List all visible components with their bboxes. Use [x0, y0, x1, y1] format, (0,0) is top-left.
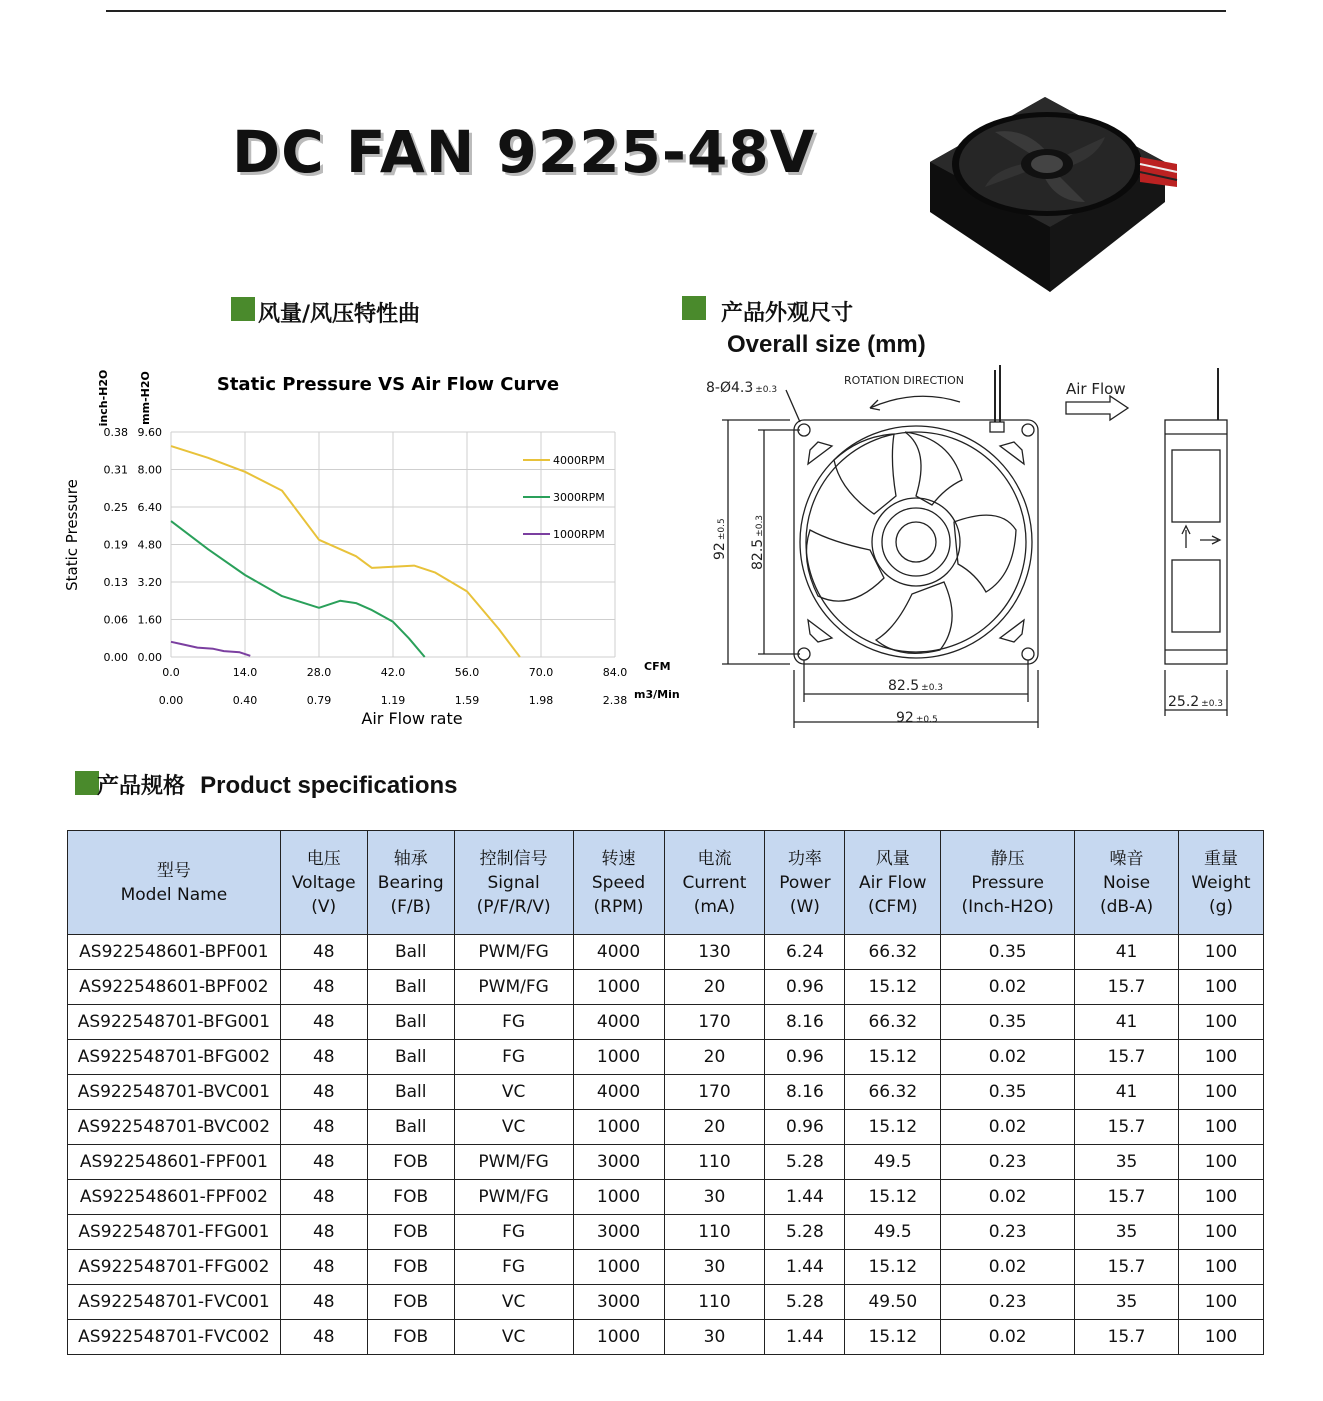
- table-cell: AS922548601-FPF001: [68, 1145, 281, 1180]
- table-cell: 100: [1178, 1320, 1263, 1355]
- table-cell: 8.16: [765, 1075, 845, 1110]
- table-cell: AS922548601-FPF002: [68, 1180, 281, 1215]
- table-cell: 48: [280, 1145, 367, 1180]
- series-line-3000rpm: [171, 521, 425, 657]
- y-tick-mm: 8.00: [137, 463, 162, 477]
- table-cell: 48: [280, 1215, 367, 1250]
- column-header-en: Power: [779, 872, 831, 893]
- section-marker: [231, 297, 255, 321]
- table-cell: 100: [1178, 1145, 1263, 1180]
- column-header: [1075, 831, 1179, 935]
- top-rule: [106, 10, 1226, 12]
- holes-label: 8-Ø4.3 ±0.3: [706, 380, 778, 396]
- table-cell: Ball: [367, 1040, 454, 1075]
- table-cell: AS922548601-BPF002: [68, 970, 281, 1005]
- column-header-cn: 转速: [601, 848, 636, 869]
- column-header: [280, 831, 367, 935]
- table-cell: 35: [1075, 1285, 1179, 1320]
- y-tick-inch: 0.38: [103, 426, 128, 439]
- table-cell: 100: [1178, 935, 1263, 970]
- column-header-unit: (W): [789, 896, 820, 917]
- column-header-en: Voltage: [291, 872, 356, 893]
- rotation-direction-label: ROTATION DIRECTION: [844, 374, 965, 387]
- table-cell: 1.44: [765, 1250, 845, 1285]
- column-header-unit: (CFM): [868, 896, 918, 917]
- table-cell: 35: [1075, 1215, 1179, 1250]
- height-outer-label: 92±0.5: [712, 518, 728, 560]
- spec-section-label: 产品规格: [97, 774, 186, 799]
- column-header: [941, 831, 1075, 935]
- table-cell: 100: [1178, 1180, 1263, 1215]
- table-cell: 41: [1075, 935, 1179, 970]
- column-header-cn: 静压: [990, 848, 1025, 869]
- table-cell: Ball: [367, 1110, 454, 1145]
- table-cell: 15.12: [845, 1040, 941, 1075]
- column-header: [1178, 831, 1263, 935]
- y-tick-mm: 9.60: [137, 426, 162, 439]
- table-cell: PWM/FG: [454, 970, 573, 1005]
- column-header-cn: 电流: [697, 848, 732, 869]
- table-cell: 0.02: [941, 1320, 1075, 1355]
- table-cell: FOB: [367, 1145, 454, 1180]
- table-row: [68, 1250, 1264, 1285]
- table-cell: 100: [1178, 970, 1263, 1005]
- width-inner-label: 82.5 ±0.3: [888, 678, 944, 694]
- x-tick-cfm: 0.0: [162, 666, 180, 679]
- table-cell: AS922548701-FVC001: [68, 1285, 281, 1320]
- column-header-unit: (RPM): [593, 896, 644, 917]
- table-cell: VC: [454, 1110, 573, 1145]
- dim-section-label: 产品外观尺寸: [721, 301, 854, 326]
- table-cell: 48: [280, 970, 367, 1005]
- depth-label: 25.2 ±0.3: [1168, 694, 1224, 710]
- table-cell: FOB: [367, 1285, 454, 1320]
- table-header-row: [68, 831, 1264, 935]
- table-cell: AS922548701-FFG001: [68, 1215, 281, 1250]
- table-row: [68, 970, 1264, 1005]
- height-inner-label: 82.5±0.3: [750, 514, 766, 570]
- y-tick-mm: 0.00: [137, 651, 162, 664]
- column-header-cn: 重量: [1203, 848, 1238, 869]
- y-tick-inch: 0.06: [103, 613, 128, 627]
- table-row: [68, 1110, 1264, 1145]
- x-axis-label: Air Flow rate: [361, 709, 463, 728]
- table-cell: PWM/FG: [454, 1180, 573, 1215]
- column-header-cn: 噪音: [1109, 848, 1144, 869]
- table-cell: 130: [664, 935, 765, 970]
- table-cell: Ball: [367, 1075, 454, 1110]
- table-cell: 1.44: [765, 1180, 845, 1215]
- table-cell: 15.12: [845, 1320, 941, 1355]
- y-axis-label: Static Pressure: [63, 479, 81, 591]
- legend-label: 3000RPM: [553, 491, 605, 504]
- table-cell: 20: [664, 970, 765, 1005]
- table-cell: 15.12: [845, 970, 941, 1005]
- x-tick-cfm: 28.0: [306, 666, 332, 679]
- table-cell: AS922548601-BPF001: [68, 935, 281, 970]
- air-flow-label: Air Flow: [1066, 380, 1126, 398]
- table-cell: 30: [664, 1250, 765, 1285]
- table-cell: 3000: [573, 1285, 664, 1320]
- table-cell: 0.02: [941, 970, 1075, 1005]
- table-cell: 170: [664, 1005, 765, 1040]
- width-outer-label: 92 ±0.5: [896, 710, 938, 726]
- table-row: [68, 1075, 1264, 1110]
- x-tick-m3: 1.19: [380, 694, 406, 707]
- column-header-cn: 轴承: [393, 848, 428, 869]
- series-line-4000rpm: [171, 446, 520, 657]
- table-cell: 15.12: [845, 1250, 941, 1285]
- table-body: [68, 935, 1264, 1355]
- spec-section-heading: [97, 769, 458, 800]
- y-tick-inch: 0.25: [103, 501, 128, 514]
- table-cell: FOB: [367, 1215, 454, 1250]
- table-cell: AS922548701-BVC001: [68, 1075, 281, 1110]
- table-cell: PWM/FG: [454, 1145, 573, 1180]
- table-cell: 66.32: [845, 1075, 941, 1110]
- table-cell: 100: [1178, 1250, 1263, 1285]
- table-cell: 48: [280, 935, 367, 970]
- table-cell: 0.96: [765, 970, 845, 1005]
- table-cell: 20: [664, 1110, 765, 1145]
- column-header-en: Air Flow: [859, 872, 927, 893]
- table-cell: 20: [664, 1040, 765, 1075]
- column-header: [68, 831, 281, 935]
- dimension-drawing: [700, 360, 1240, 740]
- table-cell: 15.7: [1075, 970, 1179, 1005]
- column-header-unit: (dB-A): [1099, 896, 1154, 917]
- y-tick-inch: 0.31: [103, 463, 128, 477]
- column-header-en: Current: [682, 872, 747, 893]
- table-cell: 41: [1075, 1075, 1179, 1110]
- table-cell: FOB: [367, 1180, 454, 1215]
- table-cell: 1000: [573, 1110, 664, 1145]
- y-tick-mm: 6.40: [137, 501, 162, 514]
- table-cell: 110: [664, 1285, 765, 1320]
- table-cell: Ball: [367, 935, 454, 970]
- table-cell: 48: [280, 1040, 367, 1075]
- table-cell: AS922548701-BFG001: [68, 1005, 281, 1040]
- table-cell: 100: [1178, 1215, 1263, 1250]
- column-header: [765, 831, 845, 935]
- table-cell: 66.32: [845, 1005, 941, 1040]
- table-cell: 49.5: [845, 1145, 941, 1180]
- table-cell: 48: [280, 1075, 367, 1110]
- fan-frame-outline: [794, 420, 1038, 664]
- table-cell: 0.23: [941, 1285, 1075, 1320]
- table-cell: 0.02: [941, 1180, 1075, 1215]
- table-cell: 1000: [573, 1040, 664, 1075]
- table-cell: AS922548701-BVC002: [68, 1110, 281, 1145]
- table-cell: 5.28: [765, 1145, 845, 1180]
- table-cell: 0.23: [941, 1145, 1075, 1180]
- table-cell: VC: [454, 1320, 573, 1355]
- table-cell: 15.12: [845, 1180, 941, 1215]
- column-header-en: Model Name: [120, 884, 228, 905]
- table-cell: 0.35: [941, 1005, 1075, 1040]
- y-tick-inch: 0.00: [103, 651, 128, 664]
- fan-side-view: [1165, 420, 1227, 664]
- table-cell: 4000: [573, 1075, 664, 1110]
- table-cell: 0.02: [941, 1250, 1075, 1285]
- table-row: [68, 1145, 1264, 1180]
- table-cell: 49.50: [845, 1285, 941, 1320]
- table-cell: 66.32: [845, 935, 941, 970]
- table-cell: 0.35: [941, 1075, 1075, 1110]
- table-cell: FOB: [367, 1320, 454, 1355]
- column-header: [573, 831, 664, 935]
- column-header-en: Bearing: [377, 872, 444, 893]
- column-header-en: Weight: [1191, 872, 1251, 893]
- table-cell: PWM/FG: [454, 935, 573, 970]
- table-cell: 3000: [573, 1215, 664, 1250]
- y-tick-inch: 0.19: [103, 538, 128, 552]
- x-tick-m3: 1.59: [454, 694, 480, 707]
- column-header-en: Noise: [1102, 872, 1151, 893]
- column-header-en: Pressure: [971, 872, 1044, 893]
- x-tick-m3: 0.40: [232, 694, 258, 707]
- y-unit-right: mm-H2O: [139, 371, 152, 425]
- table-cell: FG: [454, 1215, 573, 1250]
- table-cell: 110: [664, 1145, 765, 1180]
- table-cell: 48: [280, 1250, 367, 1285]
- column-header: [454, 831, 573, 935]
- mount-hole: [1022, 424, 1034, 436]
- table-cell: 8.16: [765, 1005, 845, 1040]
- table-cell: 0.96: [765, 1110, 845, 1145]
- column-header-cn: 功率: [787, 848, 822, 869]
- table-cell: 3000: [573, 1145, 664, 1180]
- table-row: [68, 1040, 1264, 1075]
- table-cell: 1000: [573, 1250, 664, 1285]
- chart-section-label: 风量/风压特性曲: [258, 302, 421, 327]
- table-cell: 48: [280, 1285, 367, 1320]
- table-cell: 15.7: [1075, 1110, 1179, 1145]
- table-cell: 1000: [573, 970, 664, 1005]
- series-line-1000rpm: [171, 642, 250, 656]
- column-header-unit: (g): [1208, 896, 1233, 917]
- table-row: [68, 1180, 1264, 1215]
- table-cell: 1.44: [765, 1320, 845, 1355]
- x-tick-m3: 2.38: [602, 694, 628, 707]
- column-header-unit: (Inch-H2O): [961, 896, 1054, 917]
- column-header-cn: 风量: [875, 848, 910, 869]
- column-header-cn: 电压: [306, 848, 341, 869]
- table-cell: 0.96: [765, 1040, 845, 1075]
- table-cell: FG: [454, 1250, 573, 1285]
- table-cell: 100: [1178, 1075, 1263, 1110]
- x-unit-top: CFM: [644, 660, 671, 673]
- table-cell: Ball: [367, 970, 454, 1005]
- table-row: [68, 1320, 1264, 1355]
- spec-section-label-en: Product specifications: [200, 772, 458, 799]
- section-marker: [75, 771, 99, 795]
- x-tick-cfm: 56.0: [454, 666, 480, 679]
- table-cell: 0.02: [941, 1110, 1075, 1145]
- legend-label: 4000RPM: [553, 454, 605, 467]
- table-cell: 48: [280, 1180, 367, 1215]
- airflow-arrow: [1066, 396, 1128, 420]
- table-cell: 35: [1075, 1145, 1179, 1180]
- table-cell: 48: [280, 1110, 367, 1145]
- chart-title: Static Pressure VS Air Flow Curve: [216, 374, 560, 395]
- fan-hub: [872, 498, 960, 586]
- column-header: [845, 831, 941, 935]
- table-cell: 100: [1178, 1285, 1263, 1320]
- x-tick-cfm: 70.0: [528, 666, 554, 679]
- table-cell: 100: [1178, 1110, 1263, 1145]
- dim-section-label-en: Overall size (mm): [727, 331, 926, 358]
- table-cell: FG: [454, 1040, 573, 1075]
- y-tick-inch: 0.13: [103, 576, 128, 589]
- fan-product-photo: [925, 92, 1180, 302]
- y-unit-left: inch-H2O: [97, 369, 110, 427]
- mount-hole: [1022, 648, 1034, 660]
- y-tick-mm: 1.60: [137, 613, 162, 627]
- x-tick-cfm: 42.0: [380, 666, 406, 679]
- table-cell: 15.7: [1075, 1180, 1179, 1215]
- table-cell: 41: [1075, 1005, 1179, 1040]
- table-cell: 6.24: [765, 935, 845, 970]
- column-header-unit: (mA): [693, 896, 736, 917]
- table-cell: 1000: [573, 1180, 664, 1215]
- spec-table: [67, 830, 1264, 1355]
- section-marker: [682, 296, 706, 320]
- table-row: [68, 1285, 1264, 1320]
- table-row: [68, 935, 1264, 970]
- x-unit-bottom: m3/Min: [634, 688, 680, 701]
- table-cell: FOB: [367, 1250, 454, 1285]
- x-tick-m3: 1.98: [528, 694, 554, 707]
- table-cell: 0.02: [941, 1040, 1075, 1075]
- y-tick-mm: 4.80: [137, 538, 162, 552]
- table-cell: AS922548701-FVC002: [68, 1320, 281, 1355]
- page-title: DC FAN 9225-48V: [232, 118, 816, 186]
- table-cell: 15.7: [1075, 1250, 1179, 1285]
- table-cell: VC: [454, 1285, 573, 1320]
- column-header: [367, 831, 454, 935]
- x-tick-cfm: 14.0: [232, 666, 258, 679]
- table-row: [68, 1005, 1264, 1040]
- table-cell: 30: [664, 1180, 765, 1215]
- column-header-en: Signal: [487, 872, 540, 893]
- table-cell: 15.7: [1075, 1040, 1179, 1075]
- table-cell: 170: [664, 1075, 765, 1110]
- table-cell: AS922548701-FFG002: [68, 1250, 281, 1285]
- pressure-airflow-chart: [55, 360, 695, 740]
- table-cell: AS922548701-BFG002: [68, 1040, 281, 1075]
- column-header-en: Speed: [591, 872, 646, 893]
- table-cell: 100: [1178, 1040, 1263, 1075]
- table-cell: FG: [454, 1005, 573, 1040]
- table-cell: 110: [664, 1215, 765, 1250]
- table-cell: Ball: [367, 1005, 454, 1040]
- column-header-unit: (V): [311, 896, 337, 917]
- table-cell: 0.35: [941, 935, 1075, 970]
- y-tick-mm: 3.20: [137, 576, 162, 589]
- x-tick-cfm: 84.0: [602, 666, 628, 679]
- table-cell: 5.28: [765, 1285, 845, 1320]
- table-cell: 1000: [573, 1320, 664, 1355]
- table-row: [68, 1215, 1264, 1250]
- column-header: [664, 831, 765, 935]
- table-cell: 48: [280, 1320, 367, 1355]
- x-tick-m3: 0.00: [158, 694, 184, 707]
- table-cell: 5.28: [765, 1215, 845, 1250]
- table-cell: 49.5: [845, 1215, 941, 1250]
- column-header-cn: 控制信号: [479, 848, 548, 869]
- column-header-unit: (F/B): [390, 896, 431, 917]
- table-cell: 4000: [573, 1005, 664, 1040]
- table-cell: 48: [280, 1005, 367, 1040]
- legend-label: 1000RPM: [553, 528, 605, 541]
- table-cell: 15.12: [845, 1110, 941, 1145]
- table-cell: 15.7: [1075, 1320, 1179, 1355]
- table-cell: 100: [1178, 1005, 1263, 1040]
- column-header-unit: (P/F/R/V): [476, 896, 551, 917]
- column-header-cn: 型号: [156, 860, 191, 881]
- table-cell: 4000: [573, 935, 664, 970]
- table-cell: 30: [664, 1320, 765, 1355]
- x-tick-m3: 0.79: [306, 694, 332, 707]
- table-cell: 0.23: [941, 1215, 1075, 1250]
- table-cell: VC: [454, 1075, 573, 1110]
